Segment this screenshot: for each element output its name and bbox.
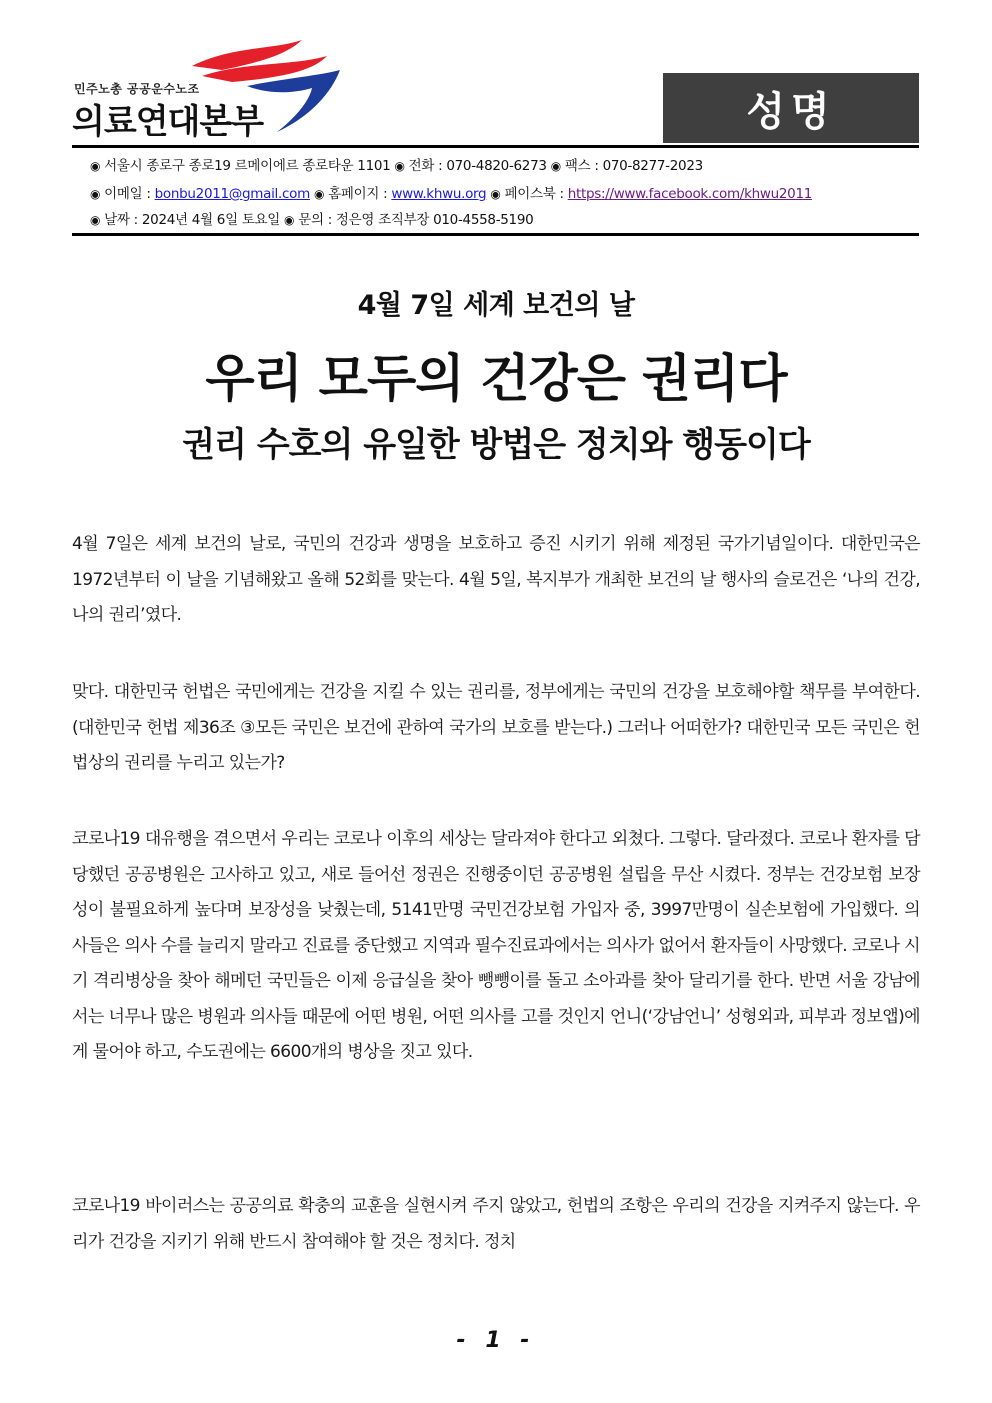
email-link[interactable]: bonbu2011@gmail.com <box>154 186 310 202</box>
facebook-link[interactable]: https://www.facebook.com/khwu2011 <box>567 186 813 202</box>
phone-text: 전화 : 070-4820-6273 <box>408 158 547 174</box>
date-text: 날짜 : 2024년 4월 6일 토요일 <box>104 212 281 228</box>
facebook-label: 페이스북 : <box>504 186 564 202</box>
header-rule-bottom <box>72 233 919 236</box>
bullet-icon: ◉ <box>90 159 101 173</box>
fax-text: 팩스 : 070-8277-2023 <box>564 158 703 174</box>
info-line-address <box>90 154 920 174</box>
bullet-icon: ◉ <box>490 187 501 201</box>
body-paragraph-4: 코로나19 바이러스는 공공의료 확충의 교훈을 실현시켜 주지 않았고, 헌법의 조항은 우리의 건강을 지켜주지 않는다. 우리가 건강을 지키기 위해 반드시 참여해야 할 것은 정치다. 정치 <box>72 1196 920 1252</box>
bullet-icon: ◉ <box>284 213 295 227</box>
sub-title: 권리 수호의 유일한 방법은 정치와 행동이다 <box>182 425 810 465</box>
bullet-icon: ◉ <box>550 159 561 173</box>
info-line-contacts <box>90 182 920 202</box>
document-type-badge <box>663 73 919 143</box>
homepage-link[interactable]: www.khwu.org <box>391 186 487 202</box>
main-title: 우리 모두의 건강은 권리다 <box>205 350 787 409</box>
homepage-label: 홈페이지 : <box>328 186 388 202</box>
logo-subtitle: 민주노총 공공운수노조 <box>74 82 200 96</box>
bullet-icon: ◉ <box>313 187 325 201</box>
contact-text: 문의 : 정은영 조직부장 010-4558-5190 <box>298 212 534 228</box>
union-logo <box>72 36 352 142</box>
info-line-date <box>90 208 920 228</box>
bullet-icon: ◉ <box>90 213 101 227</box>
logo-title: 의료연대본부 <box>72 102 264 142</box>
bullet-icon: ◉ <box>394 159 405 173</box>
body-paragraph-3: 코로나19 대유행을 겪으면서 우리는 코로나 이후의 세상는 달라져야 한다고 외쳤다. 그렇다. 달라졌다. 코로나 환자를 담당했던 공공병원은 고사하고 있고, 새로 들어선 정권은 진행중이던 공공병원 설립을 무산 시켰다. 정부는 건강보험 보장성이 불필요하게 높다며 보장성을 낮췄는데, 5141만명 국민건강보험 가입자 중, 3997만명이 실손보험에 가입했다. 의사들은 의사 수를 늘리지 말라고 진료를 중단했고 지역과 필수진료과에서는 의사가 없어서 환자들이 사망했다. 코로나 시기 격리병상을 찾아 해메던 국민들은 이제 응급실을 찾아 뺑뺑이를 돌고 소아과를 찾아 달리기를 한다. 반면 서울 강남에서는 너무나 많은 병원과 의사들 때문에 어떤 병원, 어떤 의사를 고를 것인지 언니(‘강남언니’ 성형외과, 피부과 정보앱)에게 물어야 하고, 수도권에는 6600개의 병상을 짓고 있다. <box>72 829 920 1062</box>
body-paragraph-2: 맞다. 대한민국 헌법은 국민에게는 건강을 지킬 수 있는 권리를, 정부에게는 국민의 건강을 보호해야할 책무를 부여한다.(대한민국 헌법 제36조 ③모든 국민은 보건에 관하여 국가의 보호를 받는다.) 그러나 어떠한가? 대한민국 모든 국민은 헌법상의 권리를 누리고 있는가? <box>72 682 920 773</box>
document-type-label: 성명 <box>746 88 836 135</box>
address-text: 서울시 종로구 종로19 르메이에르 종로타운 1101 <box>104 158 391 174</box>
page-number: - 1 - <box>456 1328 536 1353</box>
email-label: 이메일 : <box>104 186 151 202</box>
pre-title: 4월 7일 세계 보건의 날 <box>357 290 635 321</box>
bullet-icon: ◉ <box>90 187 101 201</box>
body-paragraph-1: 4월 7일은 세계 보건의 날로, 국민의 건강과 생명을 보호하고 증진 시키기 위해 제정된 국가기념일이다. 대한민국은 1972년부터 이 날을 기념해왔고 올해 52회를 맞는다. 4월 5일, 복지부가 개최한 보건의 날 행사의 슬로건은 ‘나의 건강, 나의 권리’였다. <box>72 534 920 625</box>
header-rule-top <box>72 145 919 148</box>
